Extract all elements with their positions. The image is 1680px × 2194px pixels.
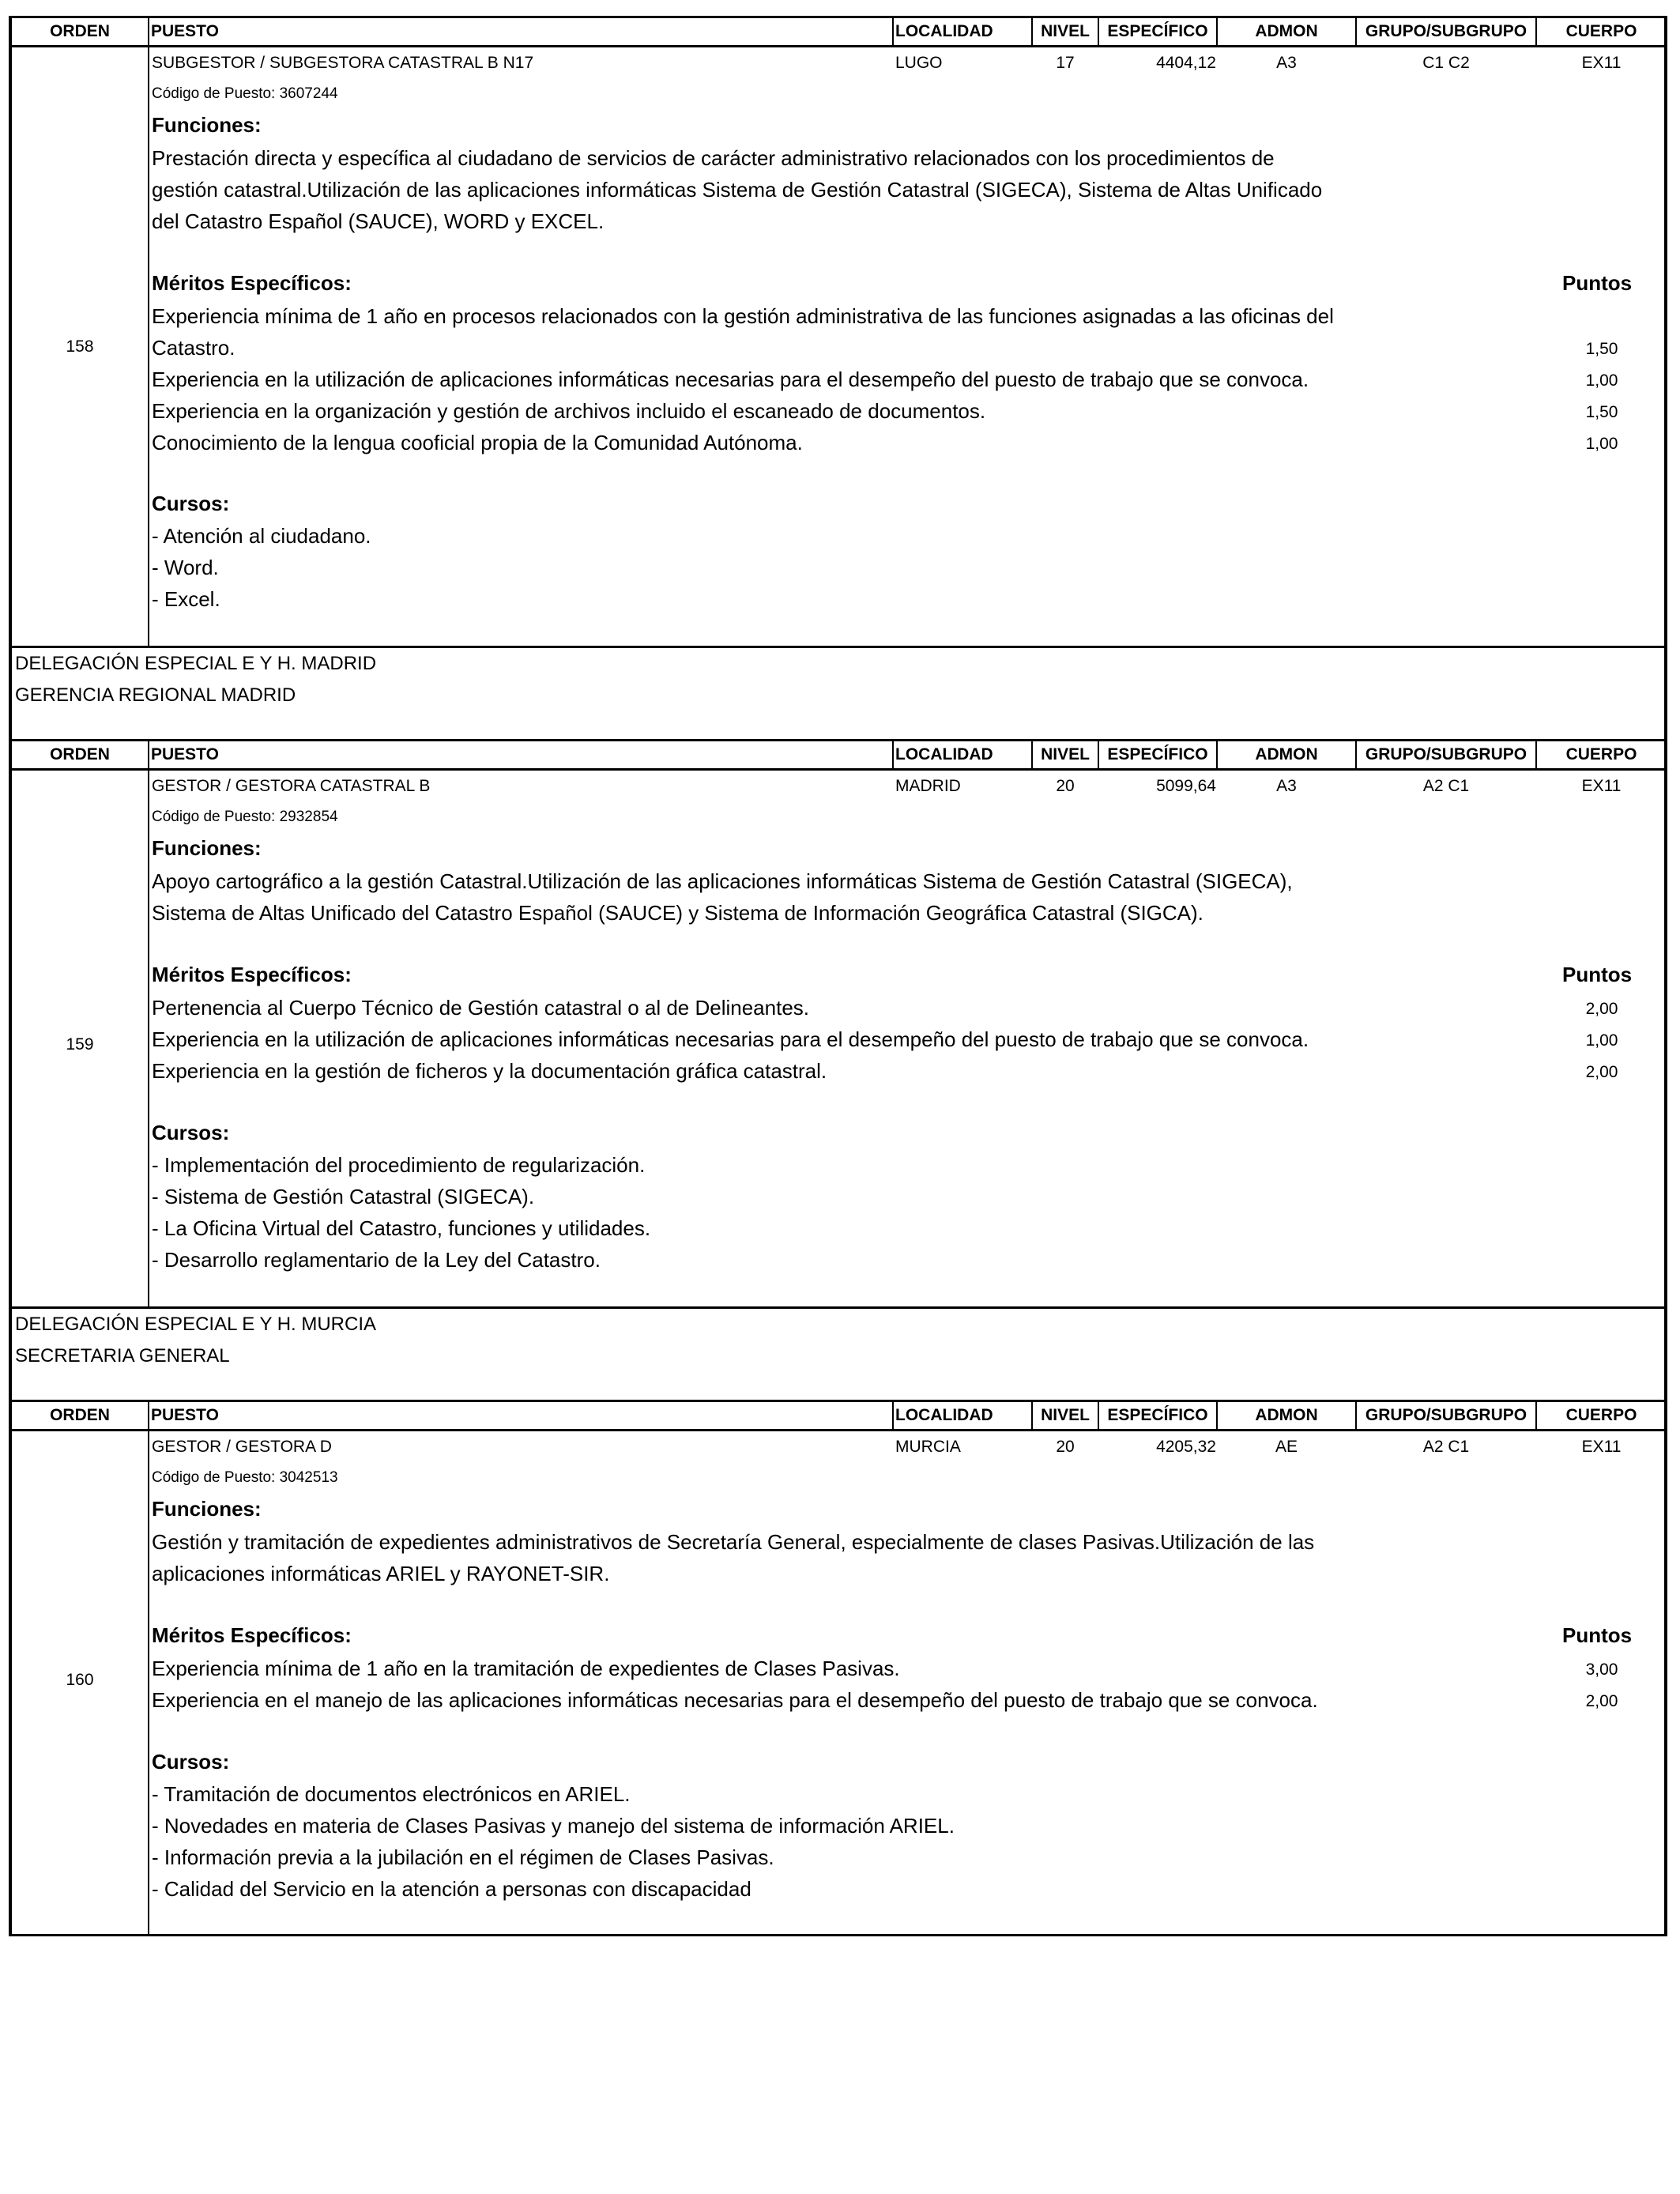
entry-block: [9, 16, 1667, 647]
puntos-heading: Puntos: [1562, 1623, 1633, 1647]
nivel-value: 17: [1056, 54, 1075, 72]
section-delegacion: DELEGACIÓN ESPECIAL E Y H. MADRID: [15, 653, 377, 674]
header-puesto: PUESTO: [151, 1406, 219, 1424]
header-especifico: ESPECÍFICO: [1107, 745, 1208, 763]
merito-line: Experiencia en la organización y gestión de archivos incluido el escaneado de documentos.: [152, 399, 986, 423]
funciones-heading: Funciones:: [152, 836, 262, 860]
grupo-value: A2 C1: [1422, 1438, 1470, 1456]
curso-line: - Atención al ciudadano.: [152, 524, 371, 548]
meritos-heading: Méritos Específicos:: [152, 963, 352, 986]
puesto-title: SUBGESTOR / SUBGESTORA CATASTRAL B N17: [152, 54, 534, 72]
localidad-value: MURCIA: [895, 1438, 961, 1456]
cursos-heading: Cursos:: [152, 492, 230, 515]
header-puesto: PUESTO: [151, 22, 219, 40]
table-header: [12, 739, 1664, 771]
curso-line: - Sistema de Gestión Catastral (SIGECA).: [152, 1185, 535, 1208]
funciones-heading: Funciones:: [152, 1497, 262, 1521]
section-delegacion: DELEGACIÓN ESPECIAL E Y H. MURCIA: [15, 1314, 377, 1335]
funciones-heading: Funciones:: [152, 113, 262, 137]
puesto-title: GESTOR / GESTORA D: [152, 1438, 332, 1456]
merito-points: 1,50: [1585, 403, 1618, 421]
puntos-heading: Puntos: [1562, 271, 1633, 295]
section-header: [9, 646, 1667, 741]
table-bottom-border: [9, 1934, 1667, 1936]
nivel-value: 20: [1056, 777, 1075, 795]
curso-line: - Desarrollo reglamentario de la Ley del Catastro.: [152, 1248, 601, 1272]
entry-block: [9, 739, 1667, 1308]
curso-line: - Excel.: [152, 587, 220, 611]
header-puesto: PUESTO: [151, 745, 219, 763]
merito-line: Catastro.: [152, 336, 235, 360]
header-especifico: ESPECÍFICO: [1107, 22, 1208, 40]
merito-points: 2,00: [1585, 1692, 1618, 1710]
header-localidad: LOCALIDAD: [895, 22, 993, 40]
funciones-line: Sistema de Altas Unificado del Catastro Español (SAUCE) y Sistema de Información Geográfica Catastral (SIGCA).: [152, 901, 1203, 925]
curso-line: - Implementación del procedimiento de regularización.: [152, 1153, 646, 1177]
header-cuerpo: CUERPO: [1565, 22, 1637, 40]
header-cuerpo: CUERPO: [1565, 1406, 1637, 1424]
cuerpo-value: EX11: [1581, 777, 1622, 795]
funciones-line: gestión catastral.Utilización de las aplicaciones informáticas Sistema de Gestión Catastral (SIGECA), Sistema de Altas Unificado: [152, 178, 1323, 202]
curso-line: - Calidad del Servicio en la atención a personas con discapacidad: [152, 1877, 751, 1901]
admon-value: A3: [1276, 777, 1297, 795]
header-grupo: GRUPO/SUBGRUPO: [1365, 22, 1527, 40]
orden-number: 159: [66, 1035, 94, 1054]
cuerpo-value: EX11: [1581, 54, 1622, 72]
header-localidad: LOCALIDAD: [895, 745, 993, 763]
cursos-heading: Cursos:: [152, 1121, 230, 1144]
header-cuerpo: CUERPO: [1565, 745, 1637, 763]
puntos-heading: Puntos: [1562, 963, 1633, 986]
merito-points: 2,00: [1585, 1000, 1618, 1018]
grupo-value: A2 C1: [1422, 777, 1470, 795]
header-nivel: NIVEL: [1041, 745, 1090, 763]
merito-line: Experiencia mínima de 1 año en la tramitación de expedientes de Clases Pasivas.: [152, 1657, 900, 1680]
especifico-value: 4404,12: [1156, 54, 1216, 72]
cursos-heading: Cursos:: [152, 1750, 230, 1774]
codigo-puesto: Código de Puesto: 2932854: [152, 809, 338, 825]
funciones-line: Prestación directa y específica al ciudadano de servicios de carácter administrativo relacionados con los procedimientos de: [152, 146, 1275, 170]
merito-points: 2,00: [1585, 1063, 1618, 1081]
admon-value: A3: [1276, 54, 1297, 72]
especifico-value: 4205,32: [1156, 1438, 1216, 1456]
header-grupo: GRUPO/SUBGRUPO: [1365, 745, 1527, 763]
curso-line: - Tramitación de documentos electrónicos en ARIEL.: [152, 1782, 631, 1806]
curso-line: - Información previa a la jubilación en el régimen de Clases Pasivas.: [152, 1845, 774, 1869]
merito-line: Pertenencia al Cuerpo Técnico de Gestión catastral o al de Delineantes.: [152, 996, 810, 1020]
header-orden: ORDEN: [50, 1406, 110, 1424]
curso-line: - La Oficina Virtual del Catastro, funciones y utilidades.: [152, 1216, 651, 1240]
section-header: [9, 1306, 1667, 1401]
merito-points: 1,50: [1585, 340, 1618, 358]
merito-line: Experiencia en la gestión de ficheros y la documentación gráfica catastral.: [152, 1059, 827, 1083]
localidad-value: LUGO: [895, 54, 943, 72]
merito-line: Experiencia en la utilización de aplicaciones informáticas necesarias para el desempeño del puesto de trabajo que se convoca.: [152, 368, 1309, 391]
cuerpo-value: EX11: [1581, 1438, 1622, 1456]
merito-points: 1,00: [1585, 371, 1618, 390]
merito-points: 3,00: [1585, 1661, 1618, 1679]
meritos-heading: Méritos Específicos:: [152, 1623, 352, 1647]
header-orden: ORDEN: [50, 745, 110, 763]
orden-number: 160: [66, 1671, 94, 1689]
header-admon: ADMON: [1255, 1406, 1318, 1424]
merito-line: Conocimiento de la lengua cooficial propia de la Comunidad Autónoma.: [152, 431, 803, 454]
merito-points: 1,00: [1585, 1031, 1618, 1050]
header-admon: ADMON: [1255, 745, 1318, 763]
curso-line: - Novedades en materia de Clases Pasivas y manejo del sistema de información ARIEL.: [152, 1814, 955, 1838]
merito-line: Experiencia en el manejo de las aplicaciones informáticas necesarias para el desempeño del puesto de trabajo que se convoca.: [152, 1688, 1318, 1712]
especifico-value: 5099,64: [1156, 777, 1216, 795]
merito-line: Experiencia en la utilización de aplicaciones informáticas necesarias para el desempeño del puesto de trabajo que se convoca.: [152, 1027, 1309, 1051]
entry-block: [9, 1400, 1667, 1936]
meritos-heading: Méritos Específicos:: [152, 271, 352, 295]
table-header: [12, 1400, 1664, 1431]
codigo-puesto: Código de Puesto: 3607244: [152, 85, 338, 102]
header-nivel: NIVEL: [1041, 22, 1090, 40]
header-nivel: NIVEL: [1041, 1406, 1090, 1424]
header-admon: ADMON: [1255, 22, 1318, 40]
orden-number: 158: [66, 337, 94, 356]
funciones-line: Apoyo cartográfico a la gestión Catastral.Utilización de las aplicaciones informáticas Sistema de Gestión Catastral (SIGECA),: [152, 869, 1293, 893]
section-unidad: GERENCIA REGIONAL MADRID: [15, 684, 296, 706]
table-header: [12, 16, 1664, 47]
funciones-line: aplicaciones informáticas ARIEL y RAYONET-SIR.: [152, 1562, 610, 1585]
merito-line: Experiencia mínima de 1 año en procesos relacionados con la gestión administrativa de las funciones asignadas a las oficinas del: [152, 304, 1334, 328]
section-unidad: SECRETARIA GENERAL: [15, 1345, 230, 1367]
header-localidad: LOCALIDAD: [895, 1406, 993, 1424]
header-especifico: ESPECÍFICO: [1107, 1406, 1208, 1424]
puesto-title: GESTOR / GESTORA CATASTRAL B: [152, 777, 431, 795]
codigo-puesto: Código de Puesto: 3042513: [152, 1469, 338, 1486]
admon-value: AE: [1275, 1438, 1298, 1456]
curso-line: - Word.: [152, 556, 219, 579]
grupo-value: C1 C2: [1422, 54, 1470, 72]
merito-points: 1,00: [1585, 435, 1618, 453]
funciones-line: del Catastro Español (SAUCE), WORD y EXCEL.: [152, 209, 605, 233]
header-grupo: GRUPO/SUBGRUPO: [1365, 1406, 1527, 1424]
localidad-value: MADRID: [895, 777, 961, 795]
header-orden: ORDEN: [50, 22, 110, 40]
nivel-value: 20: [1056, 1438, 1075, 1456]
funciones-line: Gestión y tramitación de expedientes administrativos de Secretaría General, especialmente de clases Pasivas.Utilización de las: [152, 1530, 1315, 1554]
